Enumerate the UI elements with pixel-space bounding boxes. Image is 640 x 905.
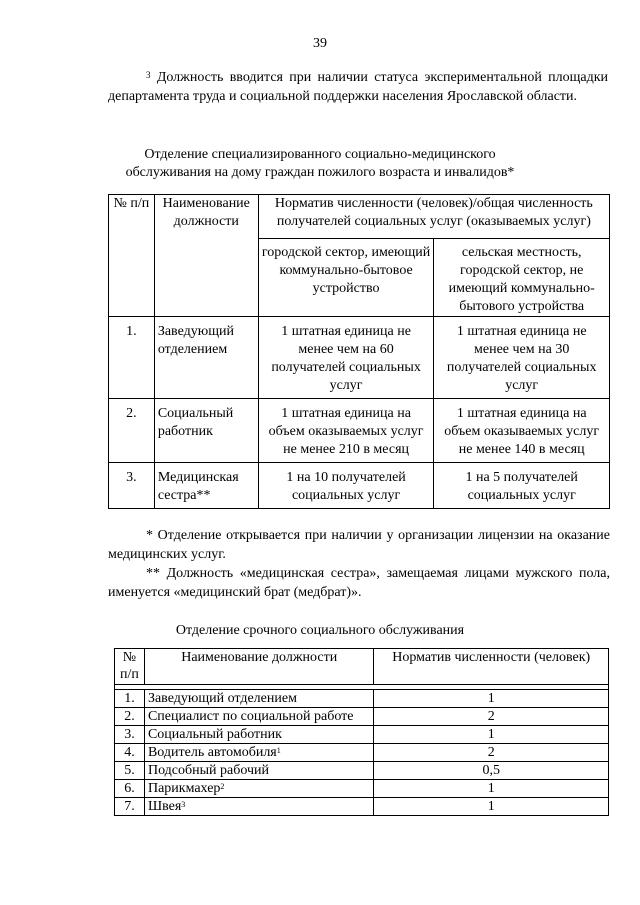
row-value: 1 bbox=[374, 798, 609, 816]
footnote-text: Должность вводится при наличии статуса экспериментальной площадки департамента труда и социальной поддержки населения Ярославской области. bbox=[108, 70, 608, 104]
row-num: 7. bbox=[115, 798, 145, 816]
row-num: 4. bbox=[115, 744, 145, 762]
row-rural: 1 штатная единица не менее чем на 30 получателей социальных услуг bbox=[434, 317, 610, 399]
row-name bbox=[144, 690, 374, 708]
row-name-text: Специалист по социальной работе bbox=[147, 709, 354, 724]
row-name-text: Социальный работник bbox=[147, 727, 282, 742]
row-num: 6. bbox=[115, 780, 145, 798]
row-num: 1. bbox=[115, 690, 145, 708]
row-name-text: Заведующий отделением bbox=[147, 691, 297, 706]
header-num: № п/п bbox=[115, 649, 145, 685]
row-name bbox=[144, 780, 374, 798]
row-name: Медицинская сестра** bbox=[154, 463, 258, 509]
row-footnote-marker: 2 bbox=[220, 782, 225, 791]
row-rural: 1 штатная единица на объем оказываемых услуг не менее 140 в месяц bbox=[434, 399, 610, 463]
row-footnote-marker: 1 bbox=[276, 746, 281, 755]
row-value: 1 bbox=[374, 780, 609, 798]
row-num: 2. bbox=[109, 399, 155, 463]
header-name: Наименование должности bbox=[144, 649, 374, 685]
header-name: Наименование должности bbox=[154, 195, 258, 317]
header-norm: Норматив численности (человек)/общая численность получателей социальных услуг (оказываемых услуг) bbox=[258, 195, 609, 239]
header-num: № п/п bbox=[109, 195, 155, 317]
table-row bbox=[115, 726, 609, 744]
note-nurse: ** Должность «медицинская сестра», замещаемая лицами мужского пола, именуется «медицинский брат (медбрат)». bbox=[108, 566, 610, 600]
table-row bbox=[115, 690, 609, 708]
table-row bbox=[115, 708, 609, 726]
row-rural: 1 на 5 получателей социальных услуг bbox=[434, 463, 610, 509]
table-row bbox=[109, 399, 610, 463]
table-row bbox=[115, 780, 609, 798]
footnote-marker: 3 bbox=[146, 70, 151, 80]
row-name bbox=[144, 744, 374, 762]
note-license: * Отделение открывается при наличии у организации лицензии на оказание медицинских услуг. bbox=[108, 528, 610, 562]
row-num: 2. bbox=[115, 708, 145, 726]
row-num: 1. bbox=[109, 317, 155, 399]
row-name bbox=[144, 762, 374, 780]
row-name bbox=[144, 726, 374, 744]
row-name bbox=[144, 798, 374, 816]
row-name-text: Парикмахер bbox=[147, 781, 221, 796]
row-value: 0,5 bbox=[374, 762, 609, 780]
table-row bbox=[109, 317, 610, 399]
row-name bbox=[144, 708, 374, 726]
section1-heading-line1: Отделение специализированного социально-медицинского bbox=[144, 147, 496, 162]
home-care-staffing-table bbox=[108, 194, 610, 509]
table-row bbox=[109, 463, 610, 509]
header-rural: сельская местность, городской сектор, не имеющий коммунально-бытового устройства bbox=[434, 239, 610, 317]
row-name: Заведующий отделением bbox=[154, 317, 258, 399]
row-city: 1 штатная единица на объем оказываемых услуг не менее 210 в месяц bbox=[258, 399, 434, 463]
header-city: городской сектор, имеющий коммунально-бытовое устройство bbox=[258, 239, 434, 317]
urgent-service-staffing-table bbox=[114, 648, 609, 816]
page-number: 39 bbox=[313, 36, 327, 51]
row-num: 3. bbox=[115, 726, 145, 744]
row-name-text: Швея bbox=[147, 799, 182, 814]
row-value: 2 bbox=[374, 744, 609, 762]
section1-heading-line2: обслуживания на дому граждан пожилого возраста и инвалидов* bbox=[125, 165, 515, 180]
row-value: 2 bbox=[374, 708, 609, 726]
row-city: 1 штатная единица не менее чем на 60 получателей социальных услуг bbox=[258, 317, 434, 399]
table-notes bbox=[108, 526, 610, 602]
section2-heading: Отделение срочного социального обслуживания bbox=[175, 623, 465, 638]
row-num: 5. bbox=[115, 762, 145, 780]
row-footnote-marker: 3 bbox=[181, 800, 186, 809]
footnote-3 bbox=[108, 68, 608, 106]
row-city: 1 на 10 получателей социальных услуг bbox=[258, 463, 434, 509]
header-norm: Норматив численности (человек) bbox=[374, 649, 609, 685]
row-value: 1 bbox=[374, 690, 609, 708]
row-name-text: Подсобный рабочий bbox=[147, 763, 270, 778]
row-name: Социальный работник bbox=[154, 399, 258, 463]
table-row bbox=[115, 762, 609, 780]
row-num: 3. bbox=[109, 463, 155, 509]
table-row bbox=[115, 744, 609, 762]
row-value: 1 bbox=[374, 726, 609, 744]
section1-heading bbox=[0, 146, 640, 182]
table-row bbox=[115, 798, 609, 816]
row-name-text: Водитель автомобиля bbox=[147, 745, 277, 760]
